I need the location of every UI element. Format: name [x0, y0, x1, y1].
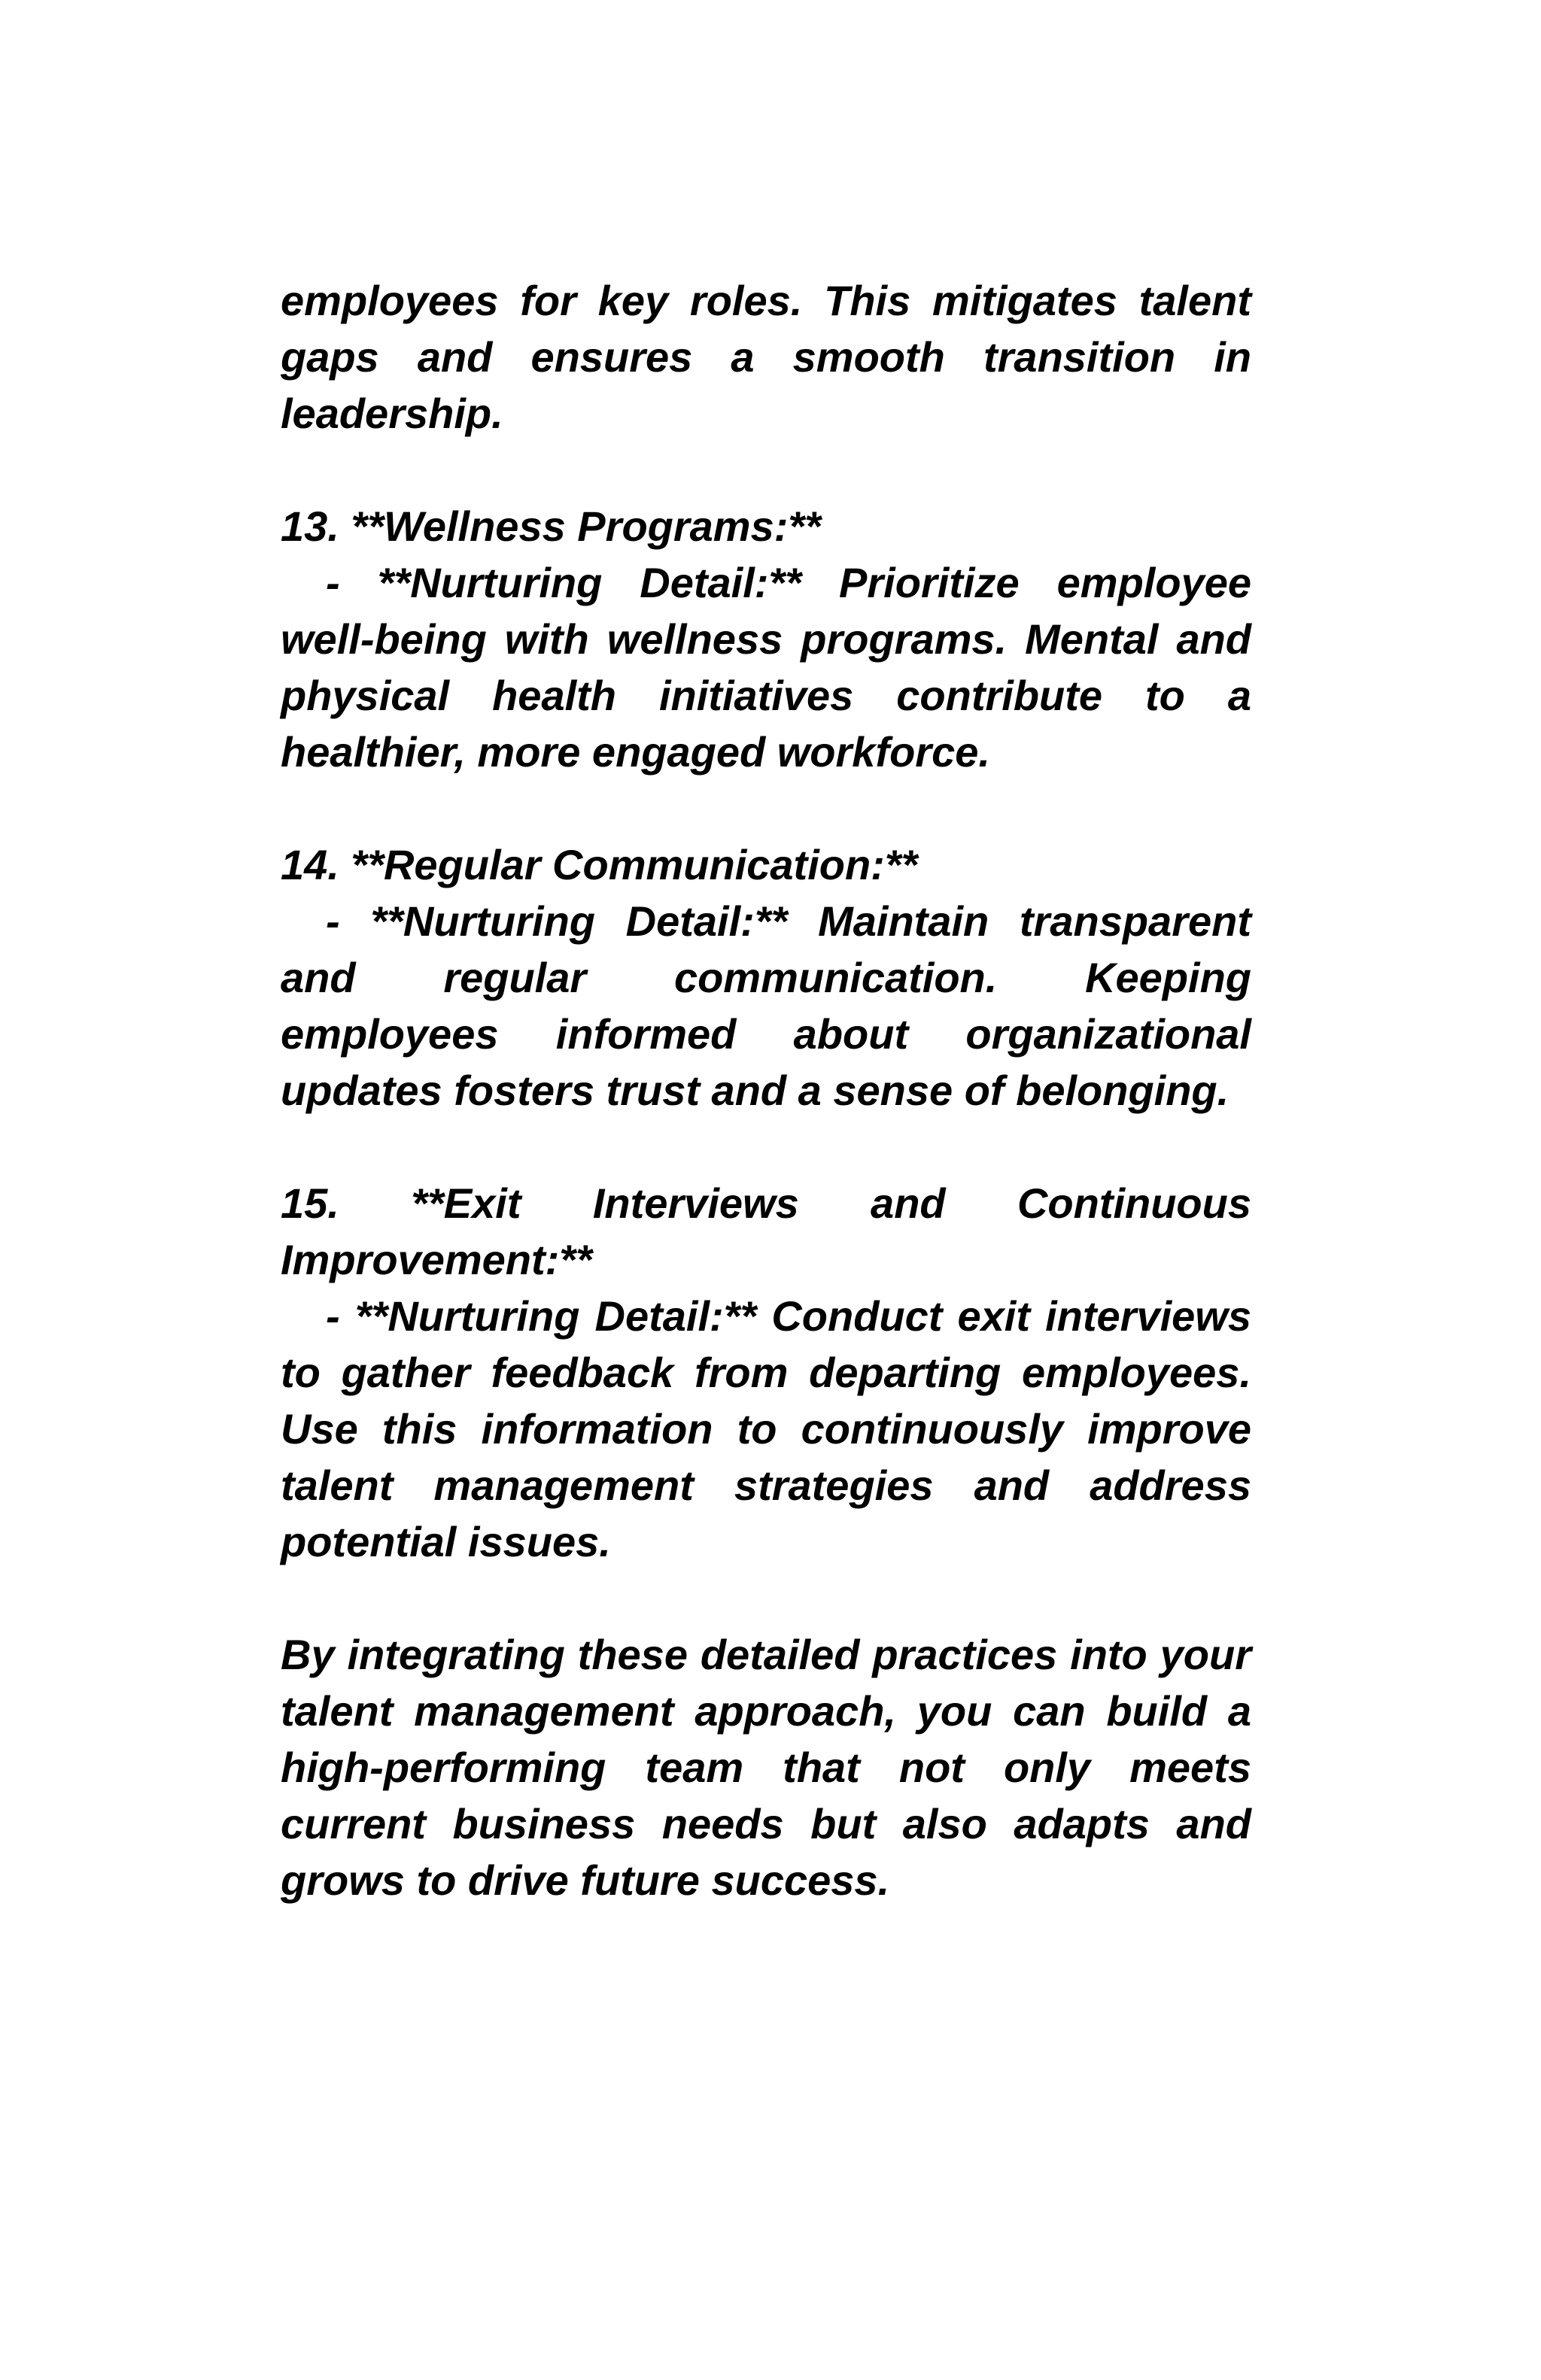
list-item-detail: - **Nurturing Detail:** Maintain transparent and regular communication. Keeping employees informed about organizational updates fosters trust and a sense of belonging. — [281, 897, 1251, 1114]
list-item-title: 15. **Exit Interviews and Continuous Improvement:** — [281, 1179, 1251, 1283]
list-item-exit-interviews — [281, 1175, 1251, 1570]
list-item-wellness-programs — [281, 498, 1251, 780]
list-item-detail: - **Nurturing Detail:** Prioritize employee well-being with wellness programs. Mental and physical health initiatives contribute to a healthier, more engaged workforce. — [281, 559, 1251, 776]
closing-paragraph: By integrating these detailed practices into your talent management approach, you can build a high-performing team that not only meets current business needs but also adapts and grows to drive future success. — [281, 1631, 1251, 1904]
list-item-detail: - **Nurturing Detail:** Conduct exit interviews to gather feedback from departing employees. Use this information to continuously improve talent management strategies and address potential issues. — [281, 1292, 1251, 1565]
intro-continuation-paragraph: employees for key roles. This mitigates talent gaps and ensures a smooth transition in leadership. — [281, 277, 1251, 437]
list-item-title: 13. **Wellness Programs:** — [281, 502, 821, 550]
page-body — [281, 272, 1251, 1908]
list-item-title: 14. **Regular Communication:** — [281, 841, 918, 888]
list-item-regular-communication — [281, 836, 1251, 1119]
